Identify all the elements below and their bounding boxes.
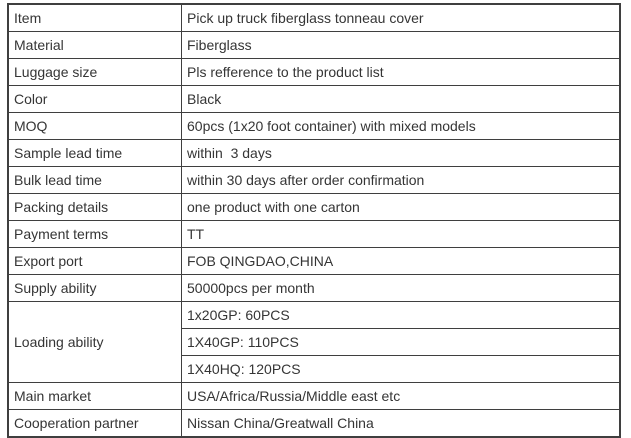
row-label: Main market [8,383,182,410]
row-value: 50000pcs per month [182,275,621,302]
row-label: Item [8,4,182,32]
row-label: Packing details [8,194,182,221]
table-row [8,383,620,410]
row-label: Supply ability [8,275,182,302]
row-value: 60pcs (1x20 foot container) with mixed models [182,113,621,140]
row-value: one product with one carton [182,194,621,221]
row-label: Color [8,86,182,113]
row-label: Bulk lead time [8,167,182,194]
row-value: Pls refference to the product list [182,59,621,86]
product-spec-table-body [8,4,620,437]
table-row [8,167,620,194]
row-value: Nissan China/Greatwall China [182,410,621,438]
row-label: MOQ [8,113,182,140]
row-label: Payment terms [8,221,182,248]
table-row [8,59,620,86]
table-row [8,4,620,32]
row-value: Black [182,86,621,113]
row-label: Sample lead time [8,140,182,167]
row-value: 1X40HQ: 120PCS [182,356,621,383]
row-label: Luggage size [8,59,182,86]
row-label: Loading ability [8,302,182,383]
row-label: Export port [8,248,182,275]
row-value: TT [182,221,621,248]
table-row [8,86,620,113]
table-row [8,302,620,329]
row-value: 1x20GP: 60PCS [182,302,621,329]
table-row [8,113,620,140]
table-row [8,221,620,248]
row-value: Fiberglass [182,32,621,59]
row-value: USA/Africa/Russia/Middle east etc [182,383,621,410]
row-label: Material [8,32,182,59]
table-row [8,248,620,275]
table-row [8,32,620,59]
row-value: 1X40GP: 110PCS [182,329,621,356]
row-value: within 3 days [182,140,621,167]
row-label: Cooperation partner [8,410,182,438]
table-row [8,410,620,438]
row-value: within 30 days after order confirmation [182,167,621,194]
row-value: FOB QINGDAO,CHINA [182,248,621,275]
table-row [8,140,620,167]
table-row [8,275,620,302]
row-value: Pick up truck fiberglass tonneau cover [182,4,621,32]
product-spec-table [7,3,621,438]
table-row [8,194,620,221]
